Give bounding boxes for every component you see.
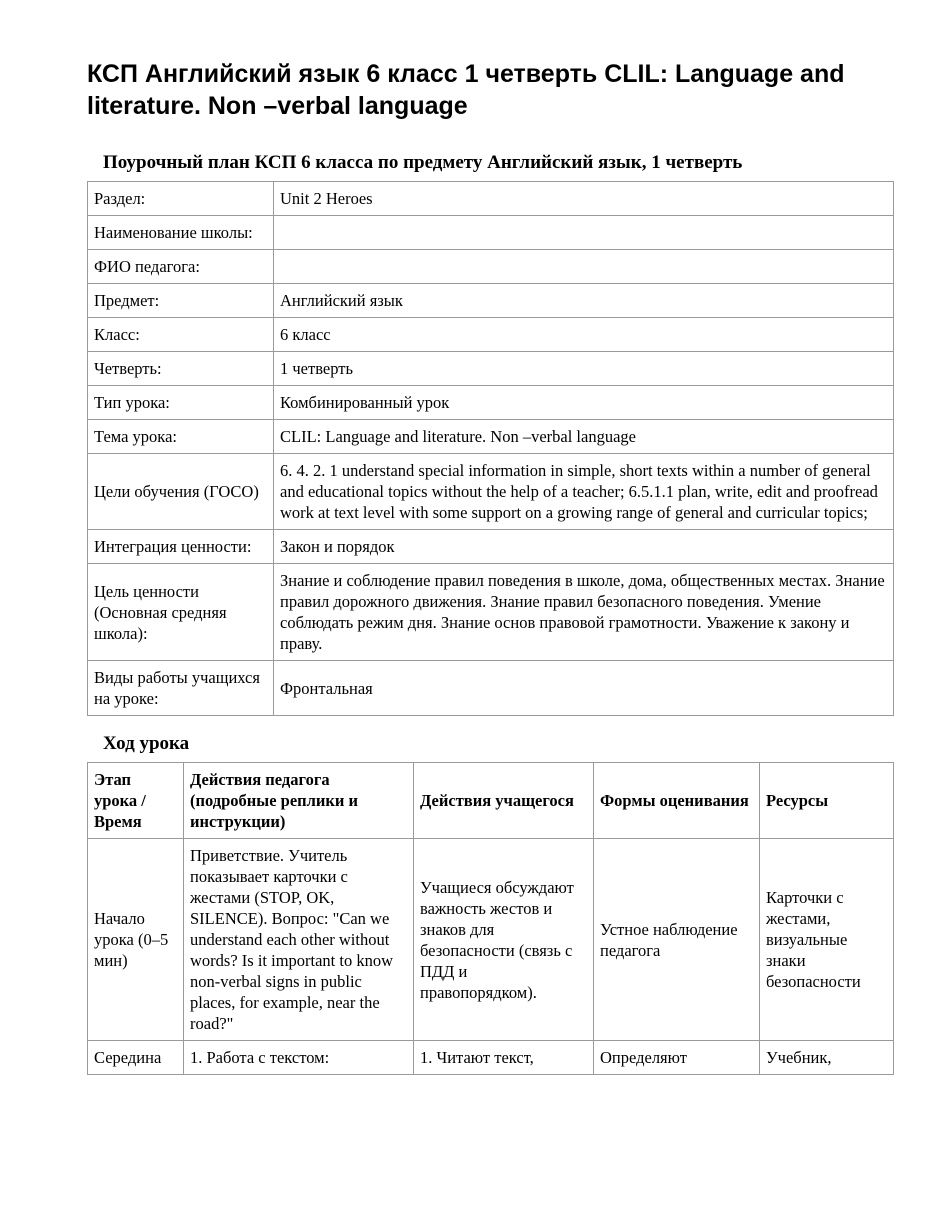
stage-cell: Начало урока (0–5 мин) — [88, 839, 184, 1041]
row-value — [274, 250, 894, 284]
table-row — [88, 386, 894, 420]
teacher-actions-cell: Приветствие. Учитель показывает карточки с жестами (STOP, OK, SILENCE). Вопрос: "Can we understand each other without words? Is it important to know non-verbal signs in public places, for example, near the road?" — [184, 839, 414, 1041]
row-label: Цели обучения (ГОСО) — [88, 454, 274, 530]
row-value: 1 четверть — [274, 352, 894, 386]
plan-heading: Поурочный план КСП 6 класса по предмету Английский язык, 1 четверть — [103, 152, 743, 173]
student-actions-cell: 1. Читают текст, — [414, 1041, 594, 1075]
table-row — [88, 564, 894, 661]
resources-cell: Учебник, — [760, 1041, 894, 1075]
teacher-actions-cell: 1. Работа с текстом: — [184, 1041, 414, 1075]
resources-cell: Карточки с жестами, визуальные знаки безопасности — [760, 839, 894, 1041]
assessment-cell: Определяют — [594, 1041, 760, 1075]
table-row — [88, 839, 894, 1041]
row-value: CLIL: Language and literature. Non –verbal language — [274, 420, 894, 454]
row-label: Наименование школы: — [88, 216, 274, 250]
stage-cell: Середина — [88, 1041, 184, 1075]
row-label: ФИО педагога: — [88, 250, 274, 284]
table-row — [88, 530, 894, 564]
row-value — [274, 216, 894, 250]
row-label: Интеграция ценности: — [88, 530, 274, 564]
row-label: Четверть: — [88, 352, 274, 386]
header-teacher-actions: Действия педагога (подробные реплики и инструкции) — [184, 763, 414, 839]
table-row — [88, 250, 894, 284]
row-value: 6 класс — [274, 318, 894, 352]
document-title: КСП Английский язык 6 класс 1 четверть CLIL: Language and literature. Non –verbal language — [87, 60, 845, 120]
row-value: Знание и соблюдение правил поведения в школе, дома, общественных местах. Знание правил дорожного движения. Знание правил безопасного поведения. Умение соблюдать режим дня. Знание основ правовой грамотности. Уважение к закону и праву. — [274, 564, 894, 661]
row-label: Цель ценности (Основная средняя школа): — [88, 564, 274, 661]
student-actions-cell: Учащиеся обсуждают важность жестов и знаков для безопасности (связь с ПДД и правопорядком). — [414, 839, 594, 1041]
header-assessment: Формы оценивания — [594, 763, 760, 839]
row-value: Закон и порядок — [274, 530, 894, 564]
row-label: Класс: — [88, 318, 274, 352]
table-row — [88, 454, 894, 530]
row-value: Unit 2 Heroes — [274, 182, 894, 216]
table-row — [88, 182, 894, 216]
table-row — [88, 284, 894, 318]
row-value: Английский язык — [274, 284, 894, 318]
table-header-row — [88, 763, 894, 839]
table-row — [88, 352, 894, 386]
header-student-actions: Действия учащегося — [414, 763, 594, 839]
lesson-flow-table — [87, 762, 894, 1075]
table-row — [88, 318, 894, 352]
row-label: Виды работы учащихся на уроке: — [88, 661, 274, 716]
row-value: Комбинированный урок — [274, 386, 894, 420]
row-label: Тема урока: — [88, 420, 274, 454]
lesson-plan-table — [87, 181, 894, 716]
row-value: Фронтальная — [274, 661, 894, 716]
table-row — [88, 1041, 894, 1075]
document-page — [87, 58, 893, 1075]
row-label: Раздел: — [88, 182, 274, 216]
table-row — [88, 420, 894, 454]
row-label: Тип урока: — [88, 386, 274, 420]
table-row — [88, 661, 894, 716]
header-stage: Этап урока / Время — [88, 763, 184, 839]
row-value: 6. 4. 2. 1 understand special information in simple, short texts within a number of general and educational topics without the help of a teacher; 6.5.1.1 plan, write, edit and proofread work at text level with some support on a growing range of general and curricular topics; — [274, 454, 894, 530]
table-row — [88, 216, 894, 250]
header-resources: Ресурсы — [760, 763, 894, 839]
lesson-heading: Ход урока — [103, 733, 190, 754]
row-label: Предмет: — [88, 284, 274, 318]
assessment-cell: Устное наблюдение педагога — [594, 839, 760, 1041]
